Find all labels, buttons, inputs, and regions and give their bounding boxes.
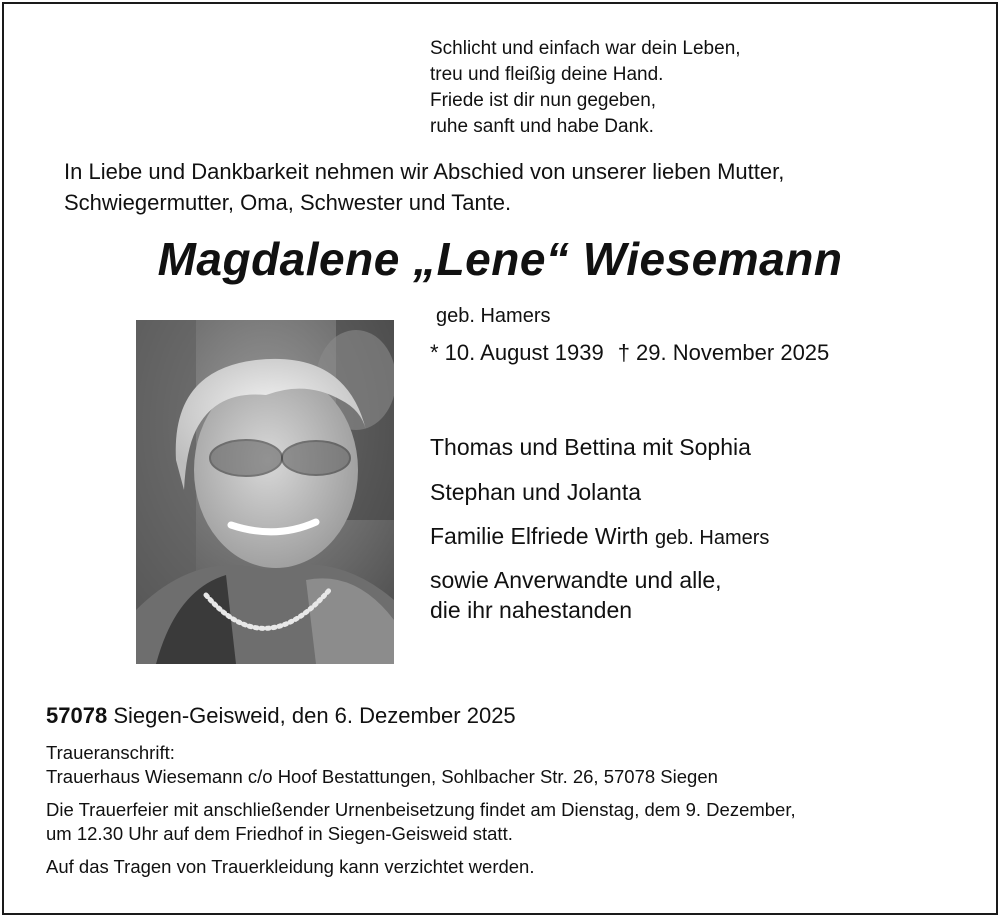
- address-label: Traueranschrift:: [46, 742, 175, 763]
- address-block: [46, 741, 718, 789]
- deceased-name: Magdalene „Lene“ Wiesemann: [157, 233, 843, 285]
- intro-line: Schwiegermutter, Oma, Schwester und Tante.: [64, 190, 512, 215]
- mourner-closing: [430, 565, 722, 625]
- mourner-line: sowie Anverwandte und alle,: [430, 567, 722, 593]
- clothing-note: Auf das Tragen von Trauerkleidung kann verzichtet werden.: [46, 856, 535, 877]
- ceremony-line: um 12.30 Uhr auf dem Friedhof in Siegen-Geisweid statt.: [46, 823, 513, 844]
- poem-line: treu und fleißig deine Hand.: [430, 64, 664, 85]
- mourner-line: Thomas und Bettina mit Sophia: [430, 434, 751, 460]
- poem-line: ruhe sanft und habe Dank.: [430, 116, 654, 137]
- portrait-photo: [136, 320, 394, 664]
- place-date: [46, 703, 516, 729]
- ceremony-block: [46, 798, 796, 846]
- mourner-maiden-name: geb. Hamers: [654, 527, 770, 549]
- place-date-text: Siegen-Geisweid, den 6. Dezember 2025: [113, 703, 516, 728]
- intro-line: In Liebe und Dankbarkeit nehmen wir Abschied von unserer lieben Mutter,: [64, 159, 785, 184]
- birth-date: * 10. August 1939: [430, 340, 604, 365]
- death-date: † 29. November 2025: [617, 340, 830, 365]
- poem-line: Schlicht und einfach war dein Leben,: [430, 38, 741, 59]
- mourner-line: [430, 521, 769, 553]
- intro-text: [64, 156, 784, 218]
- mourner-line: Stephan und Jolanta: [430, 479, 642, 505]
- mourner-line: die ihr nahestanden: [430, 597, 633, 623]
- address-text: Trauerhaus Wiesemann c/o Hoof Bestattungen, Sohlbacher Str. 26, 57078 Siegen: [46, 766, 718, 787]
- ceremony-line: Die Trauerfeier mit anschließender Urnenbeisetzung findet am Dienstag, dem 9. Dezember,: [46, 799, 796, 820]
- poem: [430, 36, 741, 140]
- poem-line: Friede ist dir nun gegeben,: [430, 90, 657, 111]
- mourner-name: Familie Elfriede Wirth: [430, 523, 649, 549]
- maiden-name: geb. Hamers: [436, 305, 551, 327]
- zip-code: 57078: [46, 703, 108, 728]
- life-dates: [430, 340, 829, 366]
- portrait-illustration: [136, 320, 394, 664]
